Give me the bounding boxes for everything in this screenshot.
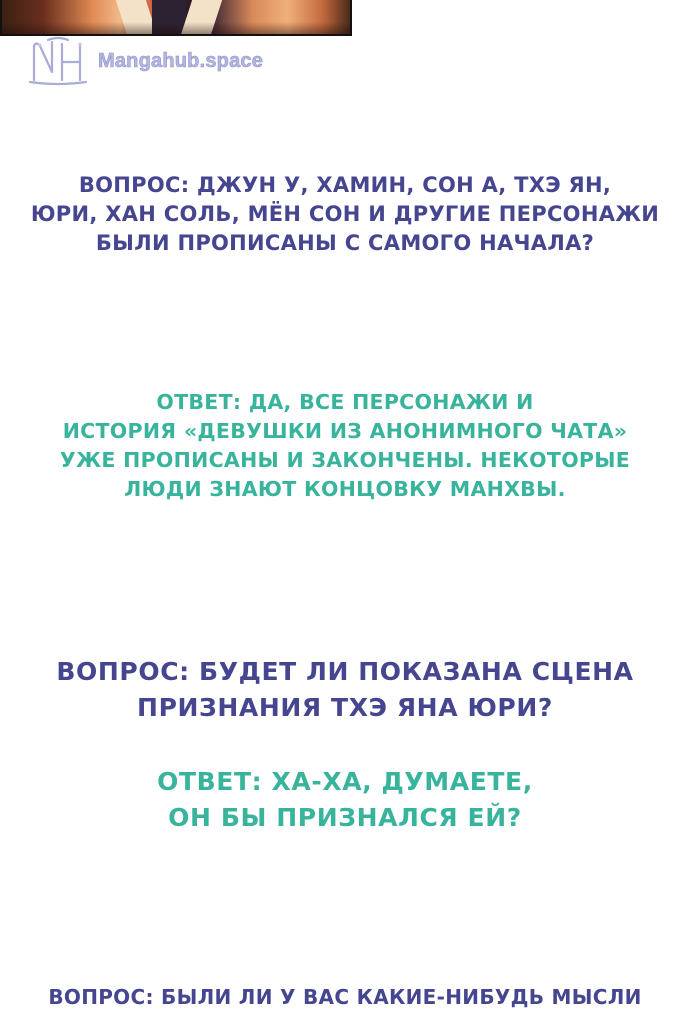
mangahub-logo-icon — [28, 36, 90, 86]
question-1-line-1: ВОПРОС: ДЖУН У, ХАМИН, СОН А, ТХЭ ЯН, — [78, 173, 612, 197]
question-2-line-1: ВОПРОС: БУДЕТ ЛИ ПОКАЗАНА СЦЕНА — [56, 657, 634, 686]
comic-panel-fragment — [0, 0, 352, 36]
question-2-line-2: ПРИЗНАНИЯ ТХЭ ЯНА ЮРИ? — [137, 693, 553, 722]
panel-shade — [2, 22, 350, 34]
answer-2-line-2: ОН БЫ ПРИЗНАЛСЯ ЕЙ? — [168, 803, 522, 832]
watermark-site-text: Mangahub.space — [98, 49, 264, 72]
answer-1-line-1: ОТВЕТ: ДА, ВСЕ ПЕРСОНАЖИ И — [156, 390, 534, 414]
answer-2-line-1: ОТВЕТ: ХА-ХА, ДУМАЕТЕ, — [157, 767, 533, 796]
question-1-line-3: БЫЛИ ПРОПИСАНЫ С САМОГО НАЧАЛА? — [95, 231, 595, 255]
question-block-3 — [0, 983, 690, 1011]
answer-block-1 — [0, 388, 690, 504]
answer-block-2 — [0, 764, 690, 836]
question-3-line-1: ВОПРОС: БЫЛИ ЛИ У ВАС КАКИЕ-НИБУДЬ МЫСЛИ — [48, 985, 642, 1009]
answer-1-line-2: ИСТОРИЯ «ДЕВУШКИ ИЗ АНОНИМНОГО ЧАТА» — [62, 419, 628, 443]
watermark — [28, 36, 263, 86]
answer-1-line-4: ЛЮДИ ЗНАЮТ КОНЦОВКУ МАНХВЫ. — [124, 477, 566, 501]
question-1-line-2: ЮРИ, ХАН СОЛЬ, МЁН СОН И ДРУГИЕ ПЕРСОНАЖИ — [30, 202, 660, 226]
answer-1-line-3: УЖЕ ПРОПИСАНЫ И ЗАКОНЧЕНЫ. НЕКОТОРЫЕ — [59, 448, 631, 472]
question-block-1 — [0, 171, 690, 258]
question-block-2 — [0, 654, 690, 726]
